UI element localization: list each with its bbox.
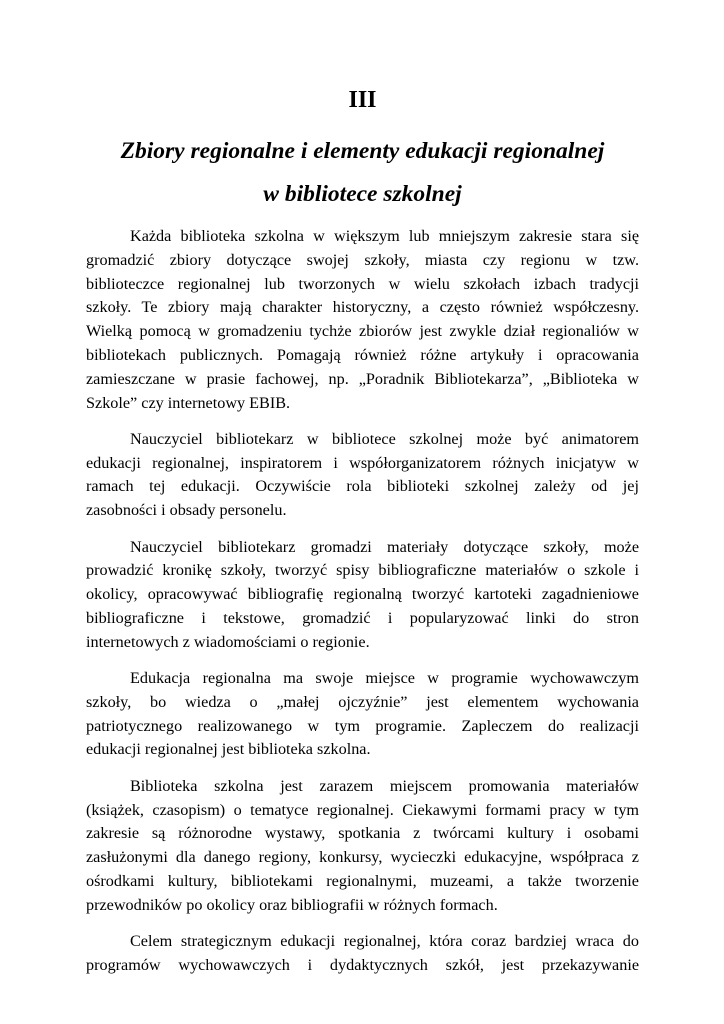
text-line: szkoły. Te zbiory mają charakter historyczny, a często również współczesny. xyxy=(86,298,639,317)
text-line: Edukacja regionalna ma swoje miejsce w programie wychowawczym xyxy=(130,669,639,688)
text-line: edukacji regionalnej, inspiratorem i współorganizatorem różnych inicjatyw w xyxy=(86,453,639,472)
paragraph xyxy=(86,930,639,978)
text-line: Szkole” czy internetowy EBIB. xyxy=(86,393,291,412)
text-line: Nauczyciel bibliotekarz gromadzi materiały dotyczące szkoły, może xyxy=(130,537,639,556)
text-line: gromadzić zbiory dotyczące swojej szkoły, miasta czy regionu w tzw. xyxy=(86,250,639,269)
text-line: edukacji regionalnej jest biblioteka szkolna. xyxy=(86,740,371,759)
document-page xyxy=(86,86,639,990)
text-line: zasobności i obsady personelu. xyxy=(86,501,287,520)
text-line: internetowych z wiadomościami o regionie. xyxy=(86,632,370,651)
text-line: ramach tej edukacji. Oczywiście rola biblioteki szkolnej zależy od jej xyxy=(86,477,639,496)
text-line: Każda biblioteka szkolna w większym lub mniejszym zakresie stara się xyxy=(130,227,639,245)
text-line: patriotycznego realizowanego w tym programie. Zapleczem do realizacji xyxy=(86,716,639,735)
text-line: zakresie są różnorodne wystawy, spotkania z twórcami kultury i osobami xyxy=(86,824,639,843)
text-line: Nauczyciel bibliotekarz w bibliotece szkolnej może być animatorem xyxy=(130,429,639,448)
text-line: okolicy, opracowywać bibliografię regionalną tworzyć kartoteki zagadnieniowe xyxy=(86,585,639,604)
text-line: bibliotekach publicznych. Pomagają również różne artykuły i opracowania xyxy=(86,345,639,364)
text-line: bibliograficzne i tekstowe, gromadzić i popularyzować linki do stron xyxy=(86,608,639,627)
text-line: prowadzić kronikę szkoły, tworzyć spisy bibliograficzne materiałów o szkole i xyxy=(86,561,639,580)
text-line: Wielką pomocą w gromadzeniu tychże zbiorów jest zwykle dział regionaliów w xyxy=(86,322,639,341)
paragraph xyxy=(86,225,639,415)
body-text xyxy=(86,225,639,978)
text-line: zamieszczane w prasie fachowej, np. „Poradnik Bibliotekarza”, „Biblioteka w xyxy=(86,369,639,388)
paragraph xyxy=(86,536,639,655)
text-line: Biblioteka szkolna jest zarazem miejscem promowania materiałów xyxy=(130,776,639,795)
text-line: biblioteczce regionalnej lub tworzonych w wielu szkołach izbach tradycji xyxy=(86,274,639,293)
chapter-title xyxy=(86,130,639,216)
paragraph xyxy=(86,667,639,762)
text-line: przewodników po okolicy oraz bibliografii w różnych formach. xyxy=(86,895,498,914)
paragraph xyxy=(86,775,639,918)
chapter-number: III xyxy=(348,87,377,113)
text-line: ośrodkami kultury, bibliotekami regionalnymi, muzeami, a także tworzenie xyxy=(86,871,639,890)
chapter-title-line: w bibliotece szkolnej xyxy=(263,181,462,207)
text-line: zasłużonymi dla danego regiony, konkursy, wycieczki edukacyjne, współpraca z xyxy=(86,848,639,867)
text-line: szkoły, bo wiedza o „małej ojczyźnie” jest elementem wychowania xyxy=(86,692,639,711)
text-line: Celem strategicznym edukacji regionalnej, która coraz bardziej wraca do xyxy=(130,932,639,951)
chapter-title-line: Zbiory regionalne i elementy edukacji regionalnej xyxy=(120,138,605,164)
text-line: (książek, czasopism) o tematyce regionalnej. Ciekawymi formami pracy w tym xyxy=(86,800,639,819)
paragraph xyxy=(86,428,639,523)
text-line: programów wychowawczych i dydaktycznych szkół, jest przekazywanie xyxy=(86,955,639,974)
